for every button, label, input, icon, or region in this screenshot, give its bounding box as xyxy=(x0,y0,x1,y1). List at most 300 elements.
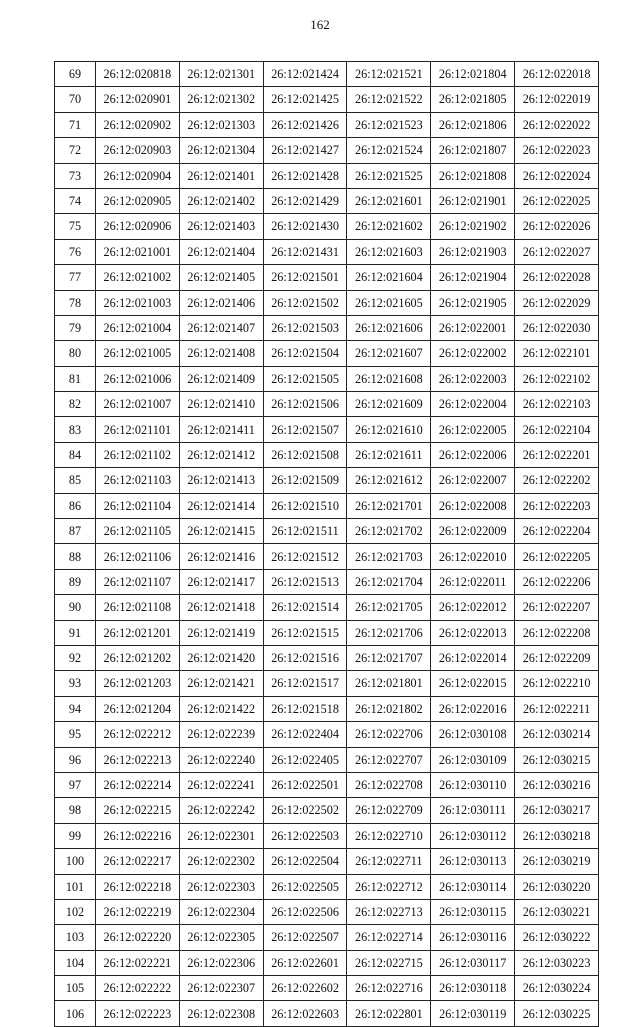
cadastral-code-cell: 26:12:021602 xyxy=(347,214,431,239)
cadastral-code-cell: 26:12:022712 xyxy=(347,874,431,899)
table-row xyxy=(55,595,599,620)
table-row xyxy=(55,620,599,645)
table-row xyxy=(55,239,599,264)
cadastral-code-cell: 26:12:022203 xyxy=(515,493,599,518)
cadastral-code-cell: 26:12:021407 xyxy=(179,315,263,340)
cadastral-code-cell: 26:12:022018 xyxy=(515,62,599,87)
cadastral-code-cell: 26:12:021003 xyxy=(96,290,180,315)
cadastral-code-cell: 26:12:020906 xyxy=(96,214,180,239)
cadastral-code-cell: 26:12:021413 xyxy=(179,468,263,493)
table-row xyxy=(55,493,599,518)
cadastral-code-cell: 26:12:022216 xyxy=(96,823,180,848)
cadastral-code-cell: 26:12:030112 xyxy=(431,823,515,848)
cadastral-code-cell: 26:12:022603 xyxy=(263,1001,347,1026)
cadastral-code-cell: 26:12:022023 xyxy=(515,138,599,163)
cadastral-code-cell: 26:12:021512 xyxy=(263,544,347,569)
cadastral-code-cell: 26:12:022103 xyxy=(515,392,599,417)
cadastral-code-cell: 26:12:022204 xyxy=(515,519,599,544)
cadastral-code-cell: 26:12:022502 xyxy=(263,798,347,823)
cadastral-code-cell: 26:12:021612 xyxy=(347,468,431,493)
cadastral-code-cell: 26:12:022304 xyxy=(179,899,263,924)
table-row xyxy=(55,569,599,594)
cadastral-code-cell: 26:12:020902 xyxy=(96,112,180,137)
cadastral-code-cell: 26:12:021524 xyxy=(347,138,431,163)
row-number-cell: 95 xyxy=(55,722,96,747)
table-row xyxy=(55,214,599,239)
cadastral-code-cell: 26:12:020905 xyxy=(96,188,180,213)
row-number-cell: 103 xyxy=(55,925,96,950)
cadastral-code-cell: 26:12:021603 xyxy=(347,239,431,264)
cadastral-code-cell: 26:12:030108 xyxy=(431,722,515,747)
cadastral-code-cell: 26:12:021302 xyxy=(179,87,263,112)
cadastral-code-cell: 26:12:022209 xyxy=(515,645,599,670)
row-number-cell: 78 xyxy=(55,290,96,315)
cadastral-code-cell: 26:12:021501 xyxy=(263,265,347,290)
cadastral-code-cell: 26:12:021807 xyxy=(431,138,515,163)
row-number-cell: 76 xyxy=(55,239,96,264)
cadastral-code-cell: 26:12:021425 xyxy=(263,87,347,112)
cadastral-code-cell: 26:12:021505 xyxy=(263,366,347,391)
cadastral-code-cell: 26:12:022706 xyxy=(347,722,431,747)
cadastral-code-cell: 26:12:021510 xyxy=(263,493,347,518)
cadastral-code-cell: 26:12:021509 xyxy=(263,468,347,493)
table-row xyxy=(55,265,599,290)
cadastral-code-cell: 26:12:022715 xyxy=(347,950,431,975)
row-number-cell: 99 xyxy=(55,823,96,848)
cadastral-code-cell: 26:12:022211 xyxy=(515,696,599,721)
cadastral-code-cell: 26:12:021105 xyxy=(96,519,180,544)
cadastral-code-cell: 26:12:021417 xyxy=(179,569,263,594)
cadastral-code-cell: 26:12:021705 xyxy=(347,595,431,620)
cadastral-code-cell: 26:12:021431 xyxy=(263,239,347,264)
cadastral-code-cell: 26:12:022306 xyxy=(179,950,263,975)
cadastral-code-cell: 26:12:021419 xyxy=(179,620,263,645)
table-row xyxy=(55,138,599,163)
row-number-cell: 70 xyxy=(55,87,96,112)
cadastral-code-cell: 26:12:022027 xyxy=(515,239,599,264)
table-row xyxy=(55,544,599,569)
table-row xyxy=(55,62,599,87)
cadastral-code-cell: 26:12:021102 xyxy=(96,442,180,467)
table-row xyxy=(55,798,599,823)
cadastral-code-cell: 26:12:030109 xyxy=(431,747,515,772)
cadastral-code-cell: 26:12:021411 xyxy=(179,417,263,442)
row-number-cell: 85 xyxy=(55,468,96,493)
cadastral-code-cell: 26:12:021504 xyxy=(263,341,347,366)
row-number-cell: 102 xyxy=(55,899,96,924)
cadastral-code-cell: 26:12:021104 xyxy=(96,493,180,518)
cadastral-code-cell: 26:12:030217 xyxy=(515,798,599,823)
cadastral-code-cell: 26:12:021503 xyxy=(263,315,347,340)
cadastral-code-cell: 26:12:021101 xyxy=(96,417,180,442)
cadastral-code-cell: 26:12:030117 xyxy=(431,950,515,975)
row-number-cell: 90 xyxy=(55,595,96,620)
row-number-cell: 96 xyxy=(55,747,96,772)
cadastral-code-cell: 26:12:022711 xyxy=(347,849,431,874)
cadastral-code-cell: 26:12:021406 xyxy=(179,290,263,315)
cadastral-code-cell: 26:12:021006 xyxy=(96,366,180,391)
cadastral-code-cell: 26:12:022104 xyxy=(515,417,599,442)
cadastral-code-cell: 26:12:021007 xyxy=(96,392,180,417)
table-row xyxy=(55,976,599,1001)
cadastral-code-cell: 26:12:022015 xyxy=(431,671,515,696)
cadastral-code-cell: 26:12:022405 xyxy=(263,747,347,772)
cadastral-code-cell: 26:12:022028 xyxy=(515,265,599,290)
cadastral-code-cell: 26:12:022404 xyxy=(263,722,347,747)
row-number-cell: 89 xyxy=(55,569,96,594)
cadastral-code-cell: 26:12:021607 xyxy=(347,341,431,366)
cadastral-code-cell: 26:12:021106 xyxy=(96,544,180,569)
cadastral-code-cell: 26:12:022217 xyxy=(96,849,180,874)
cadastral-code-cell: 26:12:021801 xyxy=(347,671,431,696)
row-number-cell: 86 xyxy=(55,493,96,518)
cadastral-code-cell: 26:12:021403 xyxy=(179,214,263,239)
cadastral-code-cell: 26:12:021707 xyxy=(347,645,431,670)
cadastral-code-cell: 26:12:021604 xyxy=(347,265,431,290)
cadastral-code-cell: 26:12:021001 xyxy=(96,239,180,264)
cadastral-code-cell: 26:12:022026 xyxy=(515,214,599,239)
cadastral-code-cell: 26:12:022239 xyxy=(179,722,263,747)
cadastral-code-cell: 26:12:021902 xyxy=(431,214,515,239)
cadastral-code-cell: 26:12:021806 xyxy=(431,112,515,137)
table-row xyxy=(55,163,599,188)
cadastral-code-cell: 26:12:021426 xyxy=(263,112,347,137)
cadastral-code-cell: 26:12:021202 xyxy=(96,645,180,670)
cadastral-code-cell: 26:12:022709 xyxy=(347,798,431,823)
cadastral-code-cell: 26:12:022002 xyxy=(431,341,515,366)
cadastral-code-cell: 26:12:022507 xyxy=(263,925,347,950)
row-number-cell: 80 xyxy=(55,341,96,366)
row-number-cell: 100 xyxy=(55,849,96,874)
cadastral-code-cell: 26:12:022016 xyxy=(431,696,515,721)
cadastral-code-cell: 26:12:022308 xyxy=(179,1001,263,1026)
cadastral-code-cell: 26:12:030218 xyxy=(515,823,599,848)
row-number-cell: 71 xyxy=(55,112,96,137)
cadastral-code-cell: 26:12:020903 xyxy=(96,138,180,163)
cadastral-code-cell: 26:12:021103 xyxy=(96,468,180,493)
cadastral-code-cell: 26:12:022025 xyxy=(515,188,599,213)
cadastral-code-cell: 26:12:022221 xyxy=(96,950,180,975)
cadastral-code-cell: 26:12:022301 xyxy=(179,823,263,848)
cadastral-code-cell: 26:12:021203 xyxy=(96,671,180,696)
row-number-cell: 77 xyxy=(55,265,96,290)
cadastral-code-cell: 26:12:022240 xyxy=(179,747,263,772)
table-body xyxy=(55,62,599,1027)
cadastral-code-cell: 26:12:022010 xyxy=(431,544,515,569)
cadastral-code-cell: 26:12:030113 xyxy=(431,849,515,874)
cadastral-code-cell: 26:12:021609 xyxy=(347,392,431,417)
cadastral-code-cell: 26:12:021706 xyxy=(347,620,431,645)
cadastral-code-cell: 26:12:021610 xyxy=(347,417,431,442)
cadastral-code-cell: 26:12:022207 xyxy=(515,595,599,620)
cadastral-code-cell: 26:12:021412 xyxy=(179,442,263,467)
table-row xyxy=(55,468,599,493)
row-number-cell: 101 xyxy=(55,874,96,899)
row-number-cell: 69 xyxy=(55,62,96,87)
cadastral-code-cell: 26:12:022013 xyxy=(431,620,515,645)
cadastral-code-cell: 26:12:022024 xyxy=(515,163,599,188)
cadastral-code-cell: 26:12:022716 xyxy=(347,976,431,1001)
table-row xyxy=(55,417,599,442)
cadastral-code-cell: 26:12:021704 xyxy=(347,569,431,594)
cadastral-code-cell: 26:12:030110 xyxy=(431,772,515,797)
cadastral-code-cell: 26:12:021429 xyxy=(263,188,347,213)
row-number-cell: 73 xyxy=(55,163,96,188)
cadastral-code-cell: 26:12:021804 xyxy=(431,62,515,87)
cadastral-code-cell: 26:12:021905 xyxy=(431,290,515,315)
cadastral-code-cell: 26:12:022307 xyxy=(179,976,263,1001)
cadastral-code-cell: 26:12:021415 xyxy=(179,519,263,544)
cadastral-code-cell: 26:12:021421 xyxy=(179,671,263,696)
table-row xyxy=(55,747,599,772)
row-number-cell: 91 xyxy=(55,620,96,645)
cadastral-code-cell: 26:12:021808 xyxy=(431,163,515,188)
cadastral-code-cell: 26:12:022102 xyxy=(515,366,599,391)
cadastral-code-cell: 26:12:030119 xyxy=(431,1001,515,1026)
cadastral-code-cell: 26:12:022214 xyxy=(96,772,180,797)
cadastral-code-cell: 26:12:021518 xyxy=(263,696,347,721)
row-number-cell: 87 xyxy=(55,519,96,544)
cadastral-code-cell: 26:12:022029 xyxy=(515,290,599,315)
row-number-cell: 83 xyxy=(55,417,96,442)
cadastral-code-cell: 26:12:021522 xyxy=(347,87,431,112)
cadastral-code-cell: 26:12:021605 xyxy=(347,290,431,315)
cadastral-code-cell: 26:12:022008 xyxy=(431,493,515,518)
cadastral-code-cell: 26:12:022101 xyxy=(515,341,599,366)
row-number-cell: 82 xyxy=(55,392,96,417)
cadastral-code-cell: 26:12:020901 xyxy=(96,87,180,112)
cadastral-code-cell: 26:12:021420 xyxy=(179,645,263,670)
cadastral-code-cell: 26:12:022208 xyxy=(515,620,599,645)
cadastral-code-cell: 26:12:030225 xyxy=(515,1001,599,1026)
cadastral-code-cell: 26:12:022801 xyxy=(347,1001,431,1026)
cadastral-code-cell: 26:12:021428 xyxy=(263,163,347,188)
cadastral-code-cell: 26:12:022001 xyxy=(431,315,515,340)
cadastral-code-cell: 26:12:022503 xyxy=(263,823,347,848)
cadastral-code-cell: 26:12:021414 xyxy=(179,493,263,518)
cadastral-code-cell: 26:12:021525 xyxy=(347,163,431,188)
cadastral-code-cell: 26:12:030118 xyxy=(431,976,515,1001)
cadastral-code-cell: 26:12:021201 xyxy=(96,620,180,645)
cadastral-code-cell: 26:12:030116 xyxy=(431,925,515,950)
cadastral-code-cell: 26:12:021507 xyxy=(263,417,347,442)
cadastral-code-cell: 26:12:022007 xyxy=(431,468,515,493)
cadastral-code-cell: 26:12:022030 xyxy=(515,315,599,340)
cadastral-code-cell: 26:12:030111 xyxy=(431,798,515,823)
table-row xyxy=(55,849,599,874)
row-number-cell: 105 xyxy=(55,976,96,1001)
cadastral-code-cell: 26:12:030220 xyxy=(515,874,599,899)
cadastral-code-cell: 26:12:021601 xyxy=(347,188,431,213)
table-row xyxy=(55,823,599,848)
cadastral-code-cell: 26:12:030222 xyxy=(515,925,599,950)
cadastral-code-cell: 26:12:022022 xyxy=(515,112,599,137)
cadastral-code-cell: 26:12:021401 xyxy=(179,163,263,188)
table-row xyxy=(55,112,599,137)
cadastral-code-cell: 26:12:022710 xyxy=(347,823,431,848)
cadastral-code-cell: 26:12:022601 xyxy=(263,950,347,975)
cadastral-code-cell: 26:12:022014 xyxy=(431,645,515,670)
cadastral-code-cell: 26:12:021904 xyxy=(431,265,515,290)
row-number-cell: 93 xyxy=(55,671,96,696)
cadastral-code-cell: 26:12:022012 xyxy=(431,595,515,620)
cadastral-code-cell: 26:12:022713 xyxy=(347,899,431,924)
cadastral-code-cell: 26:12:021502 xyxy=(263,290,347,315)
cadastral-code-cell: 26:12:021204 xyxy=(96,696,180,721)
cadastral-code-cell: 26:12:021521 xyxy=(347,62,431,87)
cadastral-code-cell: 26:12:021515 xyxy=(263,620,347,645)
cadastral-code-cell: 26:12:021701 xyxy=(347,493,431,518)
table-row xyxy=(55,341,599,366)
table-row xyxy=(55,1001,599,1026)
cadastral-code-cell: 26:12:021523 xyxy=(347,112,431,137)
cadastral-code-cell: 26:12:022205 xyxy=(515,544,599,569)
cadastral-code-cell: 26:12:021108 xyxy=(96,595,180,620)
cadastral-code-cell: 26:12:030114 xyxy=(431,874,515,899)
cadastral-code-cell: 26:12:022222 xyxy=(96,976,180,1001)
cadastral-code-cell: 26:12:022005 xyxy=(431,417,515,442)
cadastral-code-cell: 26:12:022708 xyxy=(347,772,431,797)
cadastral-code-cell: 26:12:020904 xyxy=(96,163,180,188)
cadastral-code-cell: 26:12:021004 xyxy=(96,315,180,340)
cadastral-code-cell: 26:12:021404 xyxy=(179,239,263,264)
row-number-cell: 79 xyxy=(55,315,96,340)
cadastral-code-cell: 26:12:030216 xyxy=(515,772,599,797)
cadastral-code-cell: 26:12:030224 xyxy=(515,976,599,1001)
table-row xyxy=(55,874,599,899)
cadastral-code-cell: 26:12:021002 xyxy=(96,265,180,290)
cadastral-code-cell: 26:12:021703 xyxy=(347,544,431,569)
cadastral-code-cell: 26:12:022212 xyxy=(96,722,180,747)
cadastral-code-cell: 26:12:022006 xyxy=(431,442,515,467)
table-row xyxy=(55,925,599,950)
cadastral-code-cell: 26:12:021410 xyxy=(179,392,263,417)
row-number-cell: 88 xyxy=(55,544,96,569)
cadastral-code-cell: 26:12:022501 xyxy=(263,772,347,797)
cadastral-code-cell: 26:12:022302 xyxy=(179,849,263,874)
row-number-cell: 74 xyxy=(55,188,96,213)
cadastral-code-cell: 26:12:022602 xyxy=(263,976,347,1001)
cadastral-code-cell: 26:12:022213 xyxy=(96,747,180,772)
cadastral-code-cell: 26:12:021422 xyxy=(179,696,263,721)
cadastral-code-cell: 26:12:022009 xyxy=(431,519,515,544)
cadastral-code-cell: 26:12:021303 xyxy=(179,112,263,137)
cadastral-code-cell: 26:12:021418 xyxy=(179,595,263,620)
cadastral-code-cell: 26:12:022305 xyxy=(179,925,263,950)
page-number: 162 xyxy=(310,17,330,32)
cadastral-code-cell: 26:12:022505 xyxy=(263,874,347,899)
cadastral-code-cell: 26:12:021513 xyxy=(263,569,347,594)
cadastral-code-cell: 26:12:022242 xyxy=(179,798,263,823)
cadastral-code-cell: 26:12:021405 xyxy=(179,265,263,290)
cadastral-code-cell: 26:12:022202 xyxy=(515,468,599,493)
row-number-cell: 104 xyxy=(55,950,96,975)
table-row xyxy=(55,442,599,467)
row-number-cell: 106 xyxy=(55,1001,96,1026)
cadastral-code-cell: 26:12:030214 xyxy=(515,722,599,747)
cadastral-code-cell: 26:12:022303 xyxy=(179,874,263,899)
cadastral-code-cell: 26:12:030221 xyxy=(515,899,599,924)
cadastral-code-cell: 26:12:020818 xyxy=(96,62,180,87)
cadastral-code-cell: 26:12:021608 xyxy=(347,366,431,391)
row-number-cell: 94 xyxy=(55,696,96,721)
cadastral-code-cell: 26:12:021702 xyxy=(347,519,431,544)
cadastral-code-cell: 26:12:021516 xyxy=(263,645,347,670)
row-number-cell: 97 xyxy=(55,772,96,797)
cadastral-code-cell: 26:12:021427 xyxy=(263,138,347,163)
cadastral-code-cell: 26:12:022241 xyxy=(179,772,263,797)
cadastral-code-cell: 26:12:022210 xyxy=(515,671,599,696)
cadastral-code-cell: 26:12:021805 xyxy=(431,87,515,112)
cadastral-code-cell: 26:12:022201 xyxy=(515,442,599,467)
cadastral-code-cell: 26:12:022506 xyxy=(263,899,347,924)
cadastral-code-cell: 26:12:022215 xyxy=(96,798,180,823)
table-row xyxy=(55,696,599,721)
cadastral-code-cell: 26:12:021611 xyxy=(347,442,431,467)
table-row xyxy=(55,899,599,924)
cadastral-code-cell: 26:12:022218 xyxy=(96,874,180,899)
table-row xyxy=(55,392,599,417)
table-row xyxy=(55,950,599,975)
cadastral-code-cell: 26:12:022219 xyxy=(96,899,180,924)
row-number-cell: 72 xyxy=(55,138,96,163)
table-row xyxy=(55,722,599,747)
cadastral-code-cell: 26:12:021107 xyxy=(96,569,180,594)
cadastral-code-cell: 26:12:021409 xyxy=(179,366,263,391)
cadastral-code-cell: 26:12:022003 xyxy=(431,366,515,391)
cadastral-code-cell: 26:12:021408 xyxy=(179,341,263,366)
row-number-cell: 81 xyxy=(55,366,96,391)
row-number-cell: 98 xyxy=(55,798,96,823)
cadastral-code-cell: 26:12:030223 xyxy=(515,950,599,975)
cadastral-code-cell: 26:12:021416 xyxy=(179,544,263,569)
cadastral-code-cell: 26:12:021402 xyxy=(179,188,263,213)
table-row xyxy=(55,772,599,797)
cadastral-code-cell: 26:12:021301 xyxy=(179,62,263,87)
cadastral-code-cell: 26:12:021424 xyxy=(263,62,347,87)
cadastral-code-cell: 26:12:022206 xyxy=(515,569,599,594)
cadastral-code-cell: 26:12:022223 xyxy=(96,1001,180,1026)
cadastral-code-cell: 26:12:022004 xyxy=(431,392,515,417)
cadastral-code-cell: 26:12:021903 xyxy=(431,239,515,264)
cadastral-code-cell: 26:12:021005 xyxy=(96,341,180,366)
cadastral-code-cell: 26:12:021506 xyxy=(263,392,347,417)
table-row xyxy=(55,645,599,670)
cadastral-code-cell: 26:12:030219 xyxy=(515,849,599,874)
cadastral-code-cell: 26:12:022714 xyxy=(347,925,431,950)
cadastral-code-cell: 26:12:022707 xyxy=(347,747,431,772)
table-row xyxy=(55,671,599,696)
table-row xyxy=(55,290,599,315)
table-row xyxy=(55,366,599,391)
cadastral-code-cell: 26:12:021802 xyxy=(347,696,431,721)
cadastral-code-cell: 26:12:021430 xyxy=(263,214,347,239)
cadastral-code-cell: 26:12:022019 xyxy=(515,87,599,112)
table-row xyxy=(55,188,599,213)
cadastral-code-cell: 26:12:021606 xyxy=(347,315,431,340)
cadastral-code-cell: 26:12:030115 xyxy=(431,899,515,924)
row-number-cell: 92 xyxy=(55,645,96,670)
cadastral-code-cell: 26:12:021514 xyxy=(263,595,347,620)
cadastral-code-cell: 26:12:030215 xyxy=(515,747,599,772)
cadastral-code-cell: 26:12:021901 xyxy=(431,188,515,213)
cadastral-code-cell: 26:12:022504 xyxy=(263,849,347,874)
table-row xyxy=(55,519,599,544)
table-row xyxy=(55,315,599,340)
cadastral-codes-table xyxy=(54,61,599,1027)
row-number-cell: 84 xyxy=(55,442,96,467)
cadastral-code-cell: 26:12:021304 xyxy=(179,138,263,163)
